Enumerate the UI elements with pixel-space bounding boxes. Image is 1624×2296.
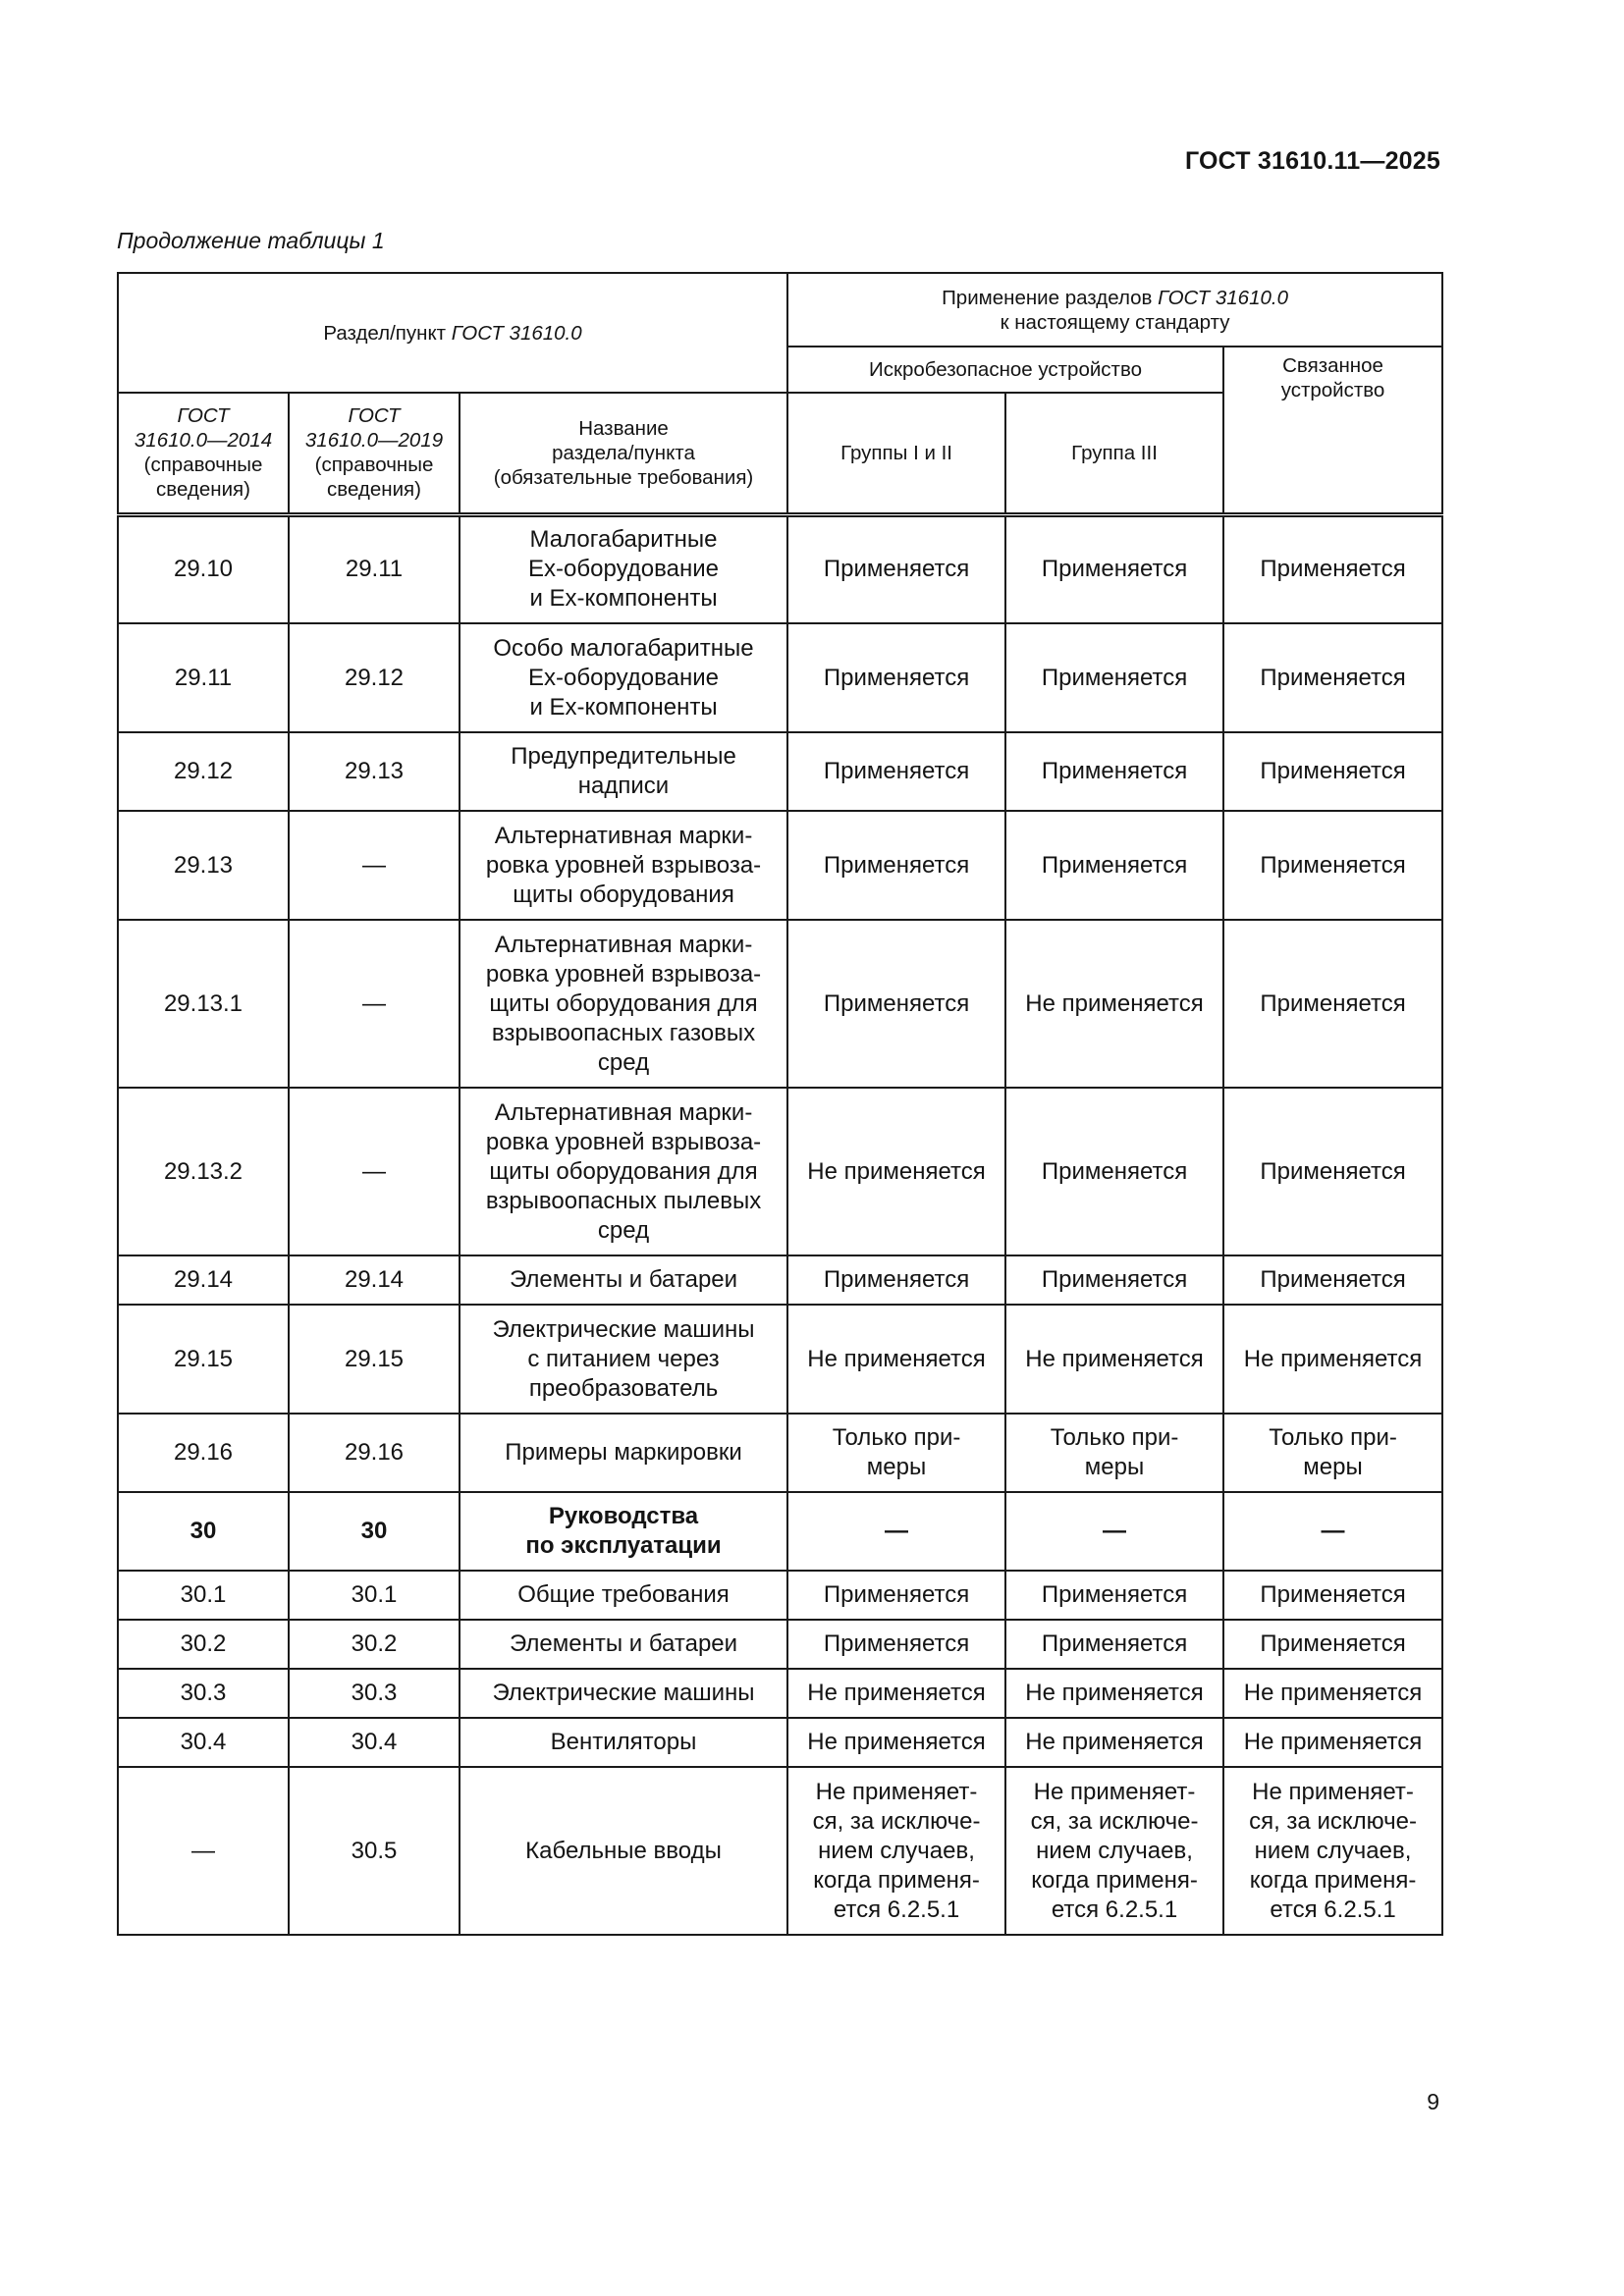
cell-groups-1-2-line: Не применяется bbox=[807, 1729, 986, 1755]
cell-group-3-line: Не применяется bbox=[1025, 1729, 1204, 1755]
table-row bbox=[118, 1088, 1442, 1255]
cell-gost-2019: 29.15 bbox=[289, 1305, 460, 1414]
cell-associated-line: Применяется bbox=[1260, 758, 1406, 784]
header-section-ref: ГОСТ 31610.0 bbox=[451, 321, 582, 345]
cell-section-name-line: по эксплуатации bbox=[525, 1532, 722, 1559]
cell-gost-2019: 29.11 bbox=[289, 514, 460, 623]
cell-groups-1-2 bbox=[787, 623, 1005, 732]
cell-groups-1-2-line: Применяется bbox=[823, 664, 970, 691]
cell-associated-line: Применяется bbox=[1260, 1157, 1406, 1185]
cell-gost-2014: 30.1 bbox=[118, 1571, 289, 1620]
header-section-cell bbox=[118, 273, 787, 393]
cell-associated-line: — bbox=[1321, 1518, 1345, 1544]
cell-section-name bbox=[460, 623, 787, 732]
table-row bbox=[118, 1255, 1442, 1305]
cell-associated bbox=[1223, 1088, 1442, 1255]
cell-associated-line: Применяется bbox=[1260, 664, 1406, 691]
cell-groups-1-2 bbox=[787, 732, 1005, 811]
cell-group-3 bbox=[1005, 1255, 1223, 1305]
cell-section-name bbox=[460, 1255, 787, 1305]
header-group-3: Группа III bbox=[1005, 393, 1223, 514]
cell-section-name-line: Элементы и батареи bbox=[509, 1630, 738, 1657]
cell-group-3-line: Не применяется bbox=[1025, 1345, 1204, 1372]
cell-gost-2019: — bbox=[289, 1088, 460, 1255]
cell-section-name-line: Ex-оборудование bbox=[528, 664, 719, 691]
cell-groups-1-2 bbox=[787, 1767, 1005, 1935]
table-row bbox=[118, 811, 1442, 920]
cell-gost-2019: 30.3 bbox=[289, 1669, 460, 1718]
cell-group-3-line: ется 6.2.5.1 bbox=[1051, 1896, 1178, 1923]
table-row bbox=[118, 1620, 1442, 1669]
cell-groups-1-2-line: Применяется bbox=[823, 1630, 970, 1657]
table-row bbox=[118, 1669, 1442, 1718]
cell-groups-1-2-line: Только при- bbox=[832, 1424, 961, 1451]
table-row bbox=[118, 514, 1442, 623]
cell-associated bbox=[1223, 1620, 1442, 1669]
cell-section-name-line: ровка уровней взрывоза- bbox=[485, 960, 762, 988]
cell-gost-2014: 30.3 bbox=[118, 1669, 289, 1718]
cell-section-name bbox=[460, 1088, 787, 1255]
cell-groups-1-2-line: когда применя- bbox=[813, 1866, 980, 1894]
cell-group-3 bbox=[1005, 514, 1223, 623]
cell-group-3 bbox=[1005, 920, 1223, 1088]
cell-section-name-line: сред bbox=[597, 1048, 650, 1076]
table-row bbox=[118, 623, 1442, 732]
header-section-label: Раздел/пункт bbox=[323, 321, 452, 345]
cell-groups-1-2-line: Не применяется bbox=[807, 1345, 986, 1372]
cell-gost-2014: — bbox=[118, 1767, 289, 1935]
cell-groups-1-2-line: меры bbox=[866, 1454, 927, 1480]
cell-groups-1-2 bbox=[787, 514, 1005, 623]
cell-associated-line: Не применяет- bbox=[1252, 1778, 1414, 1805]
cell-group-3-line: Применяется bbox=[1041, 1157, 1188, 1185]
cell-groups-1-2-line: ся, за исключе- bbox=[812, 1807, 981, 1835]
cell-section-name-line: ровка уровней взрывоза- bbox=[485, 1128, 762, 1155]
cell-group-3 bbox=[1005, 1669, 1223, 1718]
cell-gost-2014: 29.16 bbox=[118, 1414, 289, 1492]
cell-gost-2019: 30 bbox=[289, 1492, 460, 1571]
cell-group-3-line: меры bbox=[1084, 1454, 1145, 1480]
cell-group-3-line: Применяется bbox=[1041, 758, 1188, 784]
cell-group-3 bbox=[1005, 1492, 1223, 1571]
cell-gost-2019: 29.13 bbox=[289, 732, 460, 811]
document-code: ГОСТ 31610.11—2025 bbox=[1184, 147, 1440, 175]
cell-section-name-line: Электрические машины bbox=[492, 1315, 755, 1343]
cell-groups-1-2-line: Применяется bbox=[823, 1581, 970, 1608]
cell-group-3-line: Применяется bbox=[1041, 1581, 1188, 1608]
cell-group-3-line: Применяется bbox=[1041, 1630, 1188, 1657]
cell-gost-2019: 30.1 bbox=[289, 1571, 460, 1620]
cell-section-name-line: Примеры маркировки bbox=[505, 1439, 742, 1466]
header-col-2014: ГОСТ 31610.0—2014 (справочные сведения) bbox=[118, 393, 289, 514]
cell-gost-2014: 29.11 bbox=[118, 623, 289, 732]
cell-group-3-line: — bbox=[1103, 1518, 1127, 1544]
cell-gost-2014: 29.15 bbox=[118, 1305, 289, 1414]
cell-gost-2014: 29.13.1 bbox=[118, 920, 289, 1088]
cell-associated-line: Не применяется bbox=[1243, 1729, 1423, 1755]
header-application-cell bbox=[787, 273, 1442, 347]
cell-group-3-line: Не применяется bbox=[1025, 989, 1204, 1017]
table-row bbox=[118, 1414, 1442, 1492]
cell-group-3 bbox=[1005, 623, 1223, 732]
cell-group-3 bbox=[1005, 1571, 1223, 1620]
cell-associated-line: ется 6.2.5.1 bbox=[1270, 1896, 1396, 1923]
cell-section-name bbox=[460, 1571, 787, 1620]
cell-groups-1-2 bbox=[787, 920, 1005, 1088]
cell-group-3-line: когда применя- bbox=[1031, 1866, 1198, 1894]
header-intrinsic-device: Искробезопасное устройство bbox=[787, 347, 1223, 393]
cell-group-3-line: Только при- bbox=[1050, 1424, 1179, 1451]
cell-group-3-line: Применяется bbox=[1041, 664, 1188, 691]
header-col-2019: ГОСТ 31610.0—2019 (справочные сведения) bbox=[289, 393, 460, 514]
cell-associated bbox=[1223, 920, 1442, 1088]
cell-section-name-line: Ex-оборудование bbox=[528, 556, 719, 583]
cell-associated-line: Применяется bbox=[1260, 851, 1406, 879]
table-row bbox=[118, 1718, 1442, 1767]
cell-associated-line: когда применя- bbox=[1249, 1866, 1417, 1894]
page-number: 9 bbox=[1427, 2089, 1439, 2114]
cell-group-3 bbox=[1005, 811, 1223, 920]
cell-gost-2019: 30.4 bbox=[289, 1718, 460, 1767]
cell-section-name bbox=[460, 920, 787, 1088]
cell-section-name bbox=[460, 1305, 787, 1414]
table-row bbox=[118, 1767, 1442, 1935]
cell-section-name bbox=[460, 1620, 787, 1669]
header-col-name: Название раздела/пункта (обязательные требования) bbox=[460, 393, 787, 514]
cell-associated bbox=[1223, 514, 1442, 623]
cell-section-name-line: Элементы и батареи bbox=[509, 1266, 738, 1293]
cell-groups-1-2-line: Применяется bbox=[823, 1266, 970, 1293]
cell-associated bbox=[1223, 1767, 1442, 1935]
cell-section-name bbox=[460, 1414, 787, 1492]
cell-section-name bbox=[460, 514, 787, 623]
cell-section-name-line: щиты оборудования для bbox=[489, 989, 758, 1017]
cell-group-3-line: Применяется bbox=[1041, 556, 1188, 583]
cell-groups-1-2-line: Применяется bbox=[823, 758, 970, 784]
cell-associated bbox=[1223, 1669, 1442, 1718]
cell-group-3 bbox=[1005, 732, 1223, 811]
cell-associated-line: Применяется bbox=[1260, 1630, 1406, 1657]
cell-section-name-line: Особо малогабаритные bbox=[493, 634, 754, 662]
cell-groups-1-2 bbox=[787, 1414, 1005, 1492]
table-row bbox=[118, 920, 1442, 1088]
cell-associated-line: Применяется bbox=[1260, 1266, 1406, 1293]
cell-section-name bbox=[460, 1492, 787, 1571]
cell-group-3-line: Применяется bbox=[1041, 851, 1188, 879]
cell-gost-2019: 29.16 bbox=[289, 1414, 460, 1492]
header-groups-1-2: Группы I и II bbox=[787, 393, 1005, 514]
cell-section-name-line: Кабельные вводы bbox=[525, 1837, 722, 1864]
cell-groups-1-2 bbox=[787, 1718, 1005, 1767]
cell-groups-1-2-line: ется 6.2.5.1 bbox=[833, 1896, 960, 1923]
cell-gost-2014: 30 bbox=[118, 1492, 289, 1571]
cell-associated bbox=[1223, 1305, 1442, 1414]
cell-associated bbox=[1223, 811, 1442, 920]
cell-groups-1-2-line: нием случаев, bbox=[818, 1837, 975, 1864]
cell-groups-1-2-line: Не применяет- bbox=[815, 1778, 978, 1805]
cell-section-name-line: и Ex-компоненты bbox=[529, 585, 718, 613]
cell-associated-line: ся, за исключе- bbox=[1249, 1807, 1417, 1835]
requirements-table bbox=[117, 272, 1443, 1936]
cell-section-name-line: с питанием через bbox=[527, 1345, 720, 1372]
cell-section-name-line: Общие требования bbox=[517, 1581, 730, 1608]
cell-section-name-line: взрывоопасных газовых bbox=[491, 1019, 756, 1046]
cell-section-name-line: Электрические машины bbox=[492, 1680, 755, 1706]
cell-groups-1-2 bbox=[787, 1255, 1005, 1305]
table-body bbox=[118, 514, 1442, 1935]
cell-section-name-line: Альтернативная марки- bbox=[494, 931, 753, 958]
cell-section-name-line: щиты оборудования bbox=[513, 881, 734, 908]
cell-group-3-line: нием случаев, bbox=[1036, 1837, 1193, 1864]
cell-group-3-line: ся, за исключе- bbox=[1030, 1807, 1199, 1835]
cell-groups-1-2-line: Применяется bbox=[823, 556, 970, 583]
cell-group-3-line: Применяется bbox=[1041, 1266, 1188, 1293]
cell-group-3-line: Не применяется bbox=[1025, 1680, 1204, 1706]
cell-gost-2014: 29.13.2 bbox=[118, 1088, 289, 1255]
cell-gost-2019: 30.5 bbox=[289, 1767, 460, 1935]
table-row bbox=[118, 1305, 1442, 1414]
header-application-ref: ГОСТ 31610.0 bbox=[1158, 286, 1288, 309]
cell-associated-line: Применяется bbox=[1260, 1581, 1406, 1608]
cell-associated bbox=[1223, 732, 1442, 811]
cell-section-name-line: Альтернативная марки- bbox=[494, 1098, 753, 1126]
cell-gost-2014: 29.10 bbox=[118, 514, 289, 623]
cell-group-3 bbox=[1005, 1718, 1223, 1767]
cell-section-name-line: взрывоопасных пылевых bbox=[485, 1187, 762, 1214]
cell-associated-line: Только при- bbox=[1269, 1424, 1397, 1451]
cell-groups-1-2-line: Не применяется bbox=[807, 1157, 986, 1185]
table-row bbox=[118, 1571, 1442, 1620]
cell-gost-2019: 29.14 bbox=[289, 1255, 460, 1305]
cell-section-name-line: Малогабаритные bbox=[529, 526, 718, 554]
cell-associated-line: Применяется bbox=[1260, 989, 1406, 1017]
cell-associated-line: нием случаев, bbox=[1254, 1837, 1412, 1864]
cell-section-name-line: надписи bbox=[577, 773, 670, 799]
cell-section-name bbox=[460, 811, 787, 920]
cell-gost-2014: 30.2 bbox=[118, 1620, 289, 1669]
cell-group-3 bbox=[1005, 1305, 1223, 1414]
header-associated-device: Связанное устройство bbox=[1223, 347, 1442, 514]
cell-section-name-line: щиты оборудования для bbox=[489, 1157, 758, 1185]
cell-gost-2019: 29.12 bbox=[289, 623, 460, 732]
cell-associated-line: Применяется bbox=[1260, 556, 1406, 583]
cell-group-3-line: Не применяет- bbox=[1033, 1778, 1196, 1805]
cell-gost-2014: 30.4 bbox=[118, 1718, 289, 1767]
cell-group-3 bbox=[1005, 1767, 1223, 1935]
cell-section-name-line: сред bbox=[597, 1216, 650, 1244]
cell-associated bbox=[1223, 623, 1442, 732]
cell-section-name bbox=[460, 732, 787, 811]
cell-group-3 bbox=[1005, 1620, 1223, 1669]
cell-associated bbox=[1223, 1571, 1442, 1620]
cell-groups-1-2 bbox=[787, 1492, 1005, 1571]
cell-associated bbox=[1223, 1492, 1442, 1571]
cell-groups-1-2 bbox=[787, 811, 1005, 920]
cell-section-name bbox=[460, 1767, 787, 1935]
cell-gost-2014: 29.14 bbox=[118, 1255, 289, 1305]
table-row bbox=[118, 732, 1442, 811]
cell-gost-2019: — bbox=[289, 811, 460, 920]
cell-groups-1-2-line: Применяется bbox=[823, 989, 970, 1017]
header-application-line2: к настоящему стандарту bbox=[1000, 310, 1230, 334]
cell-associated bbox=[1223, 1414, 1442, 1492]
cell-groups-1-2-line: Применяется bbox=[823, 851, 970, 879]
cell-associated bbox=[1223, 1255, 1442, 1305]
table-row bbox=[118, 1492, 1442, 1571]
cell-section-name-line: Вентиляторы bbox=[550, 1729, 697, 1755]
cell-section-name-line: Предупредительные bbox=[511, 743, 736, 770]
cell-gost-2014: 29.12 bbox=[118, 732, 289, 811]
cell-associated-line: меры bbox=[1303, 1454, 1363, 1480]
cell-gost-2019: — bbox=[289, 920, 460, 1088]
cell-associated bbox=[1223, 1718, 1442, 1767]
cell-section-name-line: и Ex-компоненты bbox=[529, 693, 718, 721]
cell-groups-1-2 bbox=[787, 1669, 1005, 1718]
cell-section-name bbox=[460, 1718, 787, 1767]
table-caption: Продолжение таблицы 1 bbox=[117, 228, 385, 253]
cell-section-name bbox=[460, 1669, 787, 1718]
cell-groups-1-2-line: — bbox=[885, 1518, 909, 1544]
cell-groups-1-2 bbox=[787, 1305, 1005, 1414]
cell-groups-1-2-line: Не применяется bbox=[807, 1680, 986, 1706]
cell-associated-line: Не применяется bbox=[1243, 1345, 1423, 1372]
cell-section-name-line: преобразователь bbox=[528, 1374, 719, 1402]
cell-gost-2014: 29.13 bbox=[118, 811, 289, 920]
cell-section-name-line: Руководства bbox=[548, 1503, 699, 1529]
cell-section-name-line: ровка уровней взрывоза- bbox=[485, 851, 762, 879]
cell-associated-line: Не применяется bbox=[1243, 1680, 1423, 1706]
cell-groups-1-2 bbox=[787, 1088, 1005, 1255]
cell-group-3 bbox=[1005, 1088, 1223, 1255]
header-application-label: Применение разделов bbox=[942, 286, 1159, 309]
cell-groups-1-2 bbox=[787, 1571, 1005, 1620]
cell-section-name-line: Альтернативная марки- bbox=[494, 822, 753, 849]
cell-gost-2019: 30.2 bbox=[289, 1620, 460, 1669]
cell-groups-1-2 bbox=[787, 1620, 1005, 1669]
cell-group-3 bbox=[1005, 1414, 1223, 1492]
